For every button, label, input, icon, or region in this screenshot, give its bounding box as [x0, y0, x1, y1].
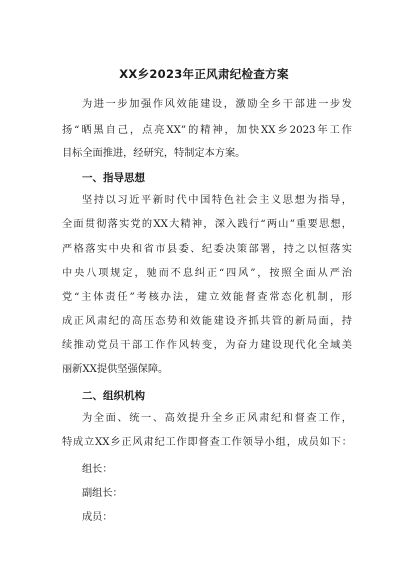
- section1-line-2: 全面贯彻落实党的XX大精神，深入践行“两山”重要思想，: [62, 219, 352, 230]
- member-leader-label: 组长：: [82, 464, 113, 475]
- section1-line-6: 成正风肃纪的高压态势和效能建设齐抓共管的新局面，持: [62, 316, 352, 327]
- intro-line-3: 目标全面推进，经研究，特制定本方案。: [62, 148, 246, 159]
- section2-line-2: 特成立XX乡正风肃纪工作即督查工作领导小组，成员如下：: [62, 437, 352, 448]
- intro-line-1: 为进一步加强作风效能建设，激励全乡干部进一步发: [82, 99, 352, 110]
- section-heading-guiding-ideology: 一、指导思想: [82, 172, 145, 184]
- section1-line-3: 严格落实中央和省市县委、纪委决策部署，持之以恒落实: [62, 244, 352, 255]
- section1-line-5: 党“主体责任”考核办法，建立效能督查常态化机制，形: [62, 292, 352, 303]
- intro-line-2: 扬“晒黑自己，点亮XX”的精神，加快XX乡2023年工作: [62, 125, 352, 136]
- section1-line-4: 中央八项规定，驰而不息纠正“四风”，按照全面从严治: [62, 268, 352, 279]
- member-member-label: 成员：: [82, 512, 113, 523]
- section1-line-7: 续推动党员干部工作作风转变，为奋力建设现代化全域美: [62, 340, 352, 351]
- section-heading-organization: 二、组织机构: [82, 390, 145, 402]
- member-deputy-label: 副组长：: [82, 488, 123, 499]
- section1-line-8: 丽新XX提供坚强保障。: [62, 364, 169, 375]
- section1-line-1: 坚持以习近平新时代中国特色社会主义思想为指导，: [82, 195, 352, 206]
- document-title: XX乡2023年正风肃纪检查方案: [119, 67, 289, 81]
- section2-line-1: 为全面、统一、高效提升全乡正风肃纪和督查工作，: [82, 413, 352, 424]
